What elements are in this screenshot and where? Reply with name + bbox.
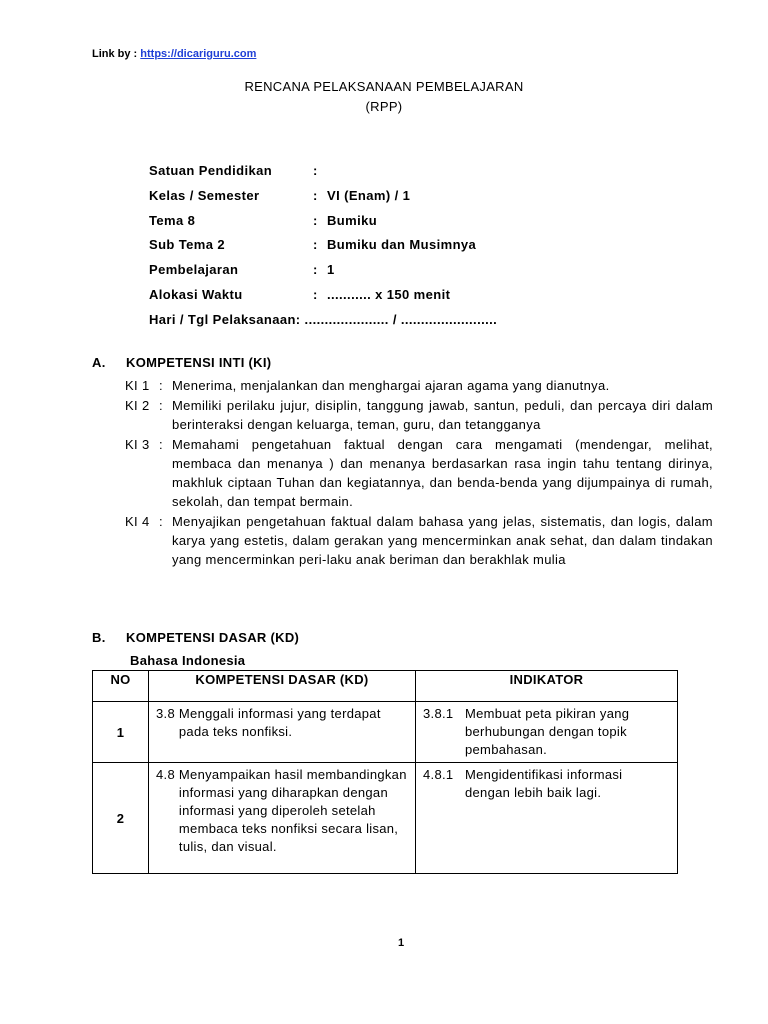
identity-row-kelas <box>149 188 497 213</box>
identity-value: ..................... / ........................ <box>300 311 498 327</box>
indikator-number: 3.8.1 <box>423 706 454 721</box>
identity-colon: : <box>313 262 318 278</box>
identity-label: Kelas / Semester <box>149 187 260 203</box>
identity-label: Satuan Pendidikan <box>149 163 273 178</box>
identity-row-subtema <box>149 237 497 262</box>
ki-text: Menerima, menjalankan dan menghargai ajaran agama yang dianutnya. <box>172 378 610 393</box>
identity-colon: : <box>313 286 318 302</box>
cell-kd <box>149 702 416 763</box>
column-header-kd: KOMPETENSI DASAR (KD) <box>149 671 416 702</box>
ki-text: Memahami pengetahuan faktual dengan cara mengamati (mendengar, melihat, membaca dan menanya ) dan menanya berdasarkan rasa ingin tahu tentang dirinya, makhluk ciptaan Tuhan dan kegiatannya, dan benda-benda yang dijumpainya di rumah, sekolah, dan tempat bermain. <box>172 437 713 509</box>
table-row <box>93 702 678 763</box>
identity-value: Bumiku dan Musimnya <box>327 237 477 253</box>
subject-heading: Bahasa Indonesia <box>130 653 246 668</box>
ki-colon: : <box>159 398 163 413</box>
document-title: RENCANA PELAKSANAAN PEMBELAJARAN <box>244 79 524 94</box>
cell-indikator <box>416 763 678 874</box>
ki-code: KI 3 <box>125 437 150 452</box>
identity-colon: : <box>313 237 318 253</box>
identity-colon: : <box>313 187 318 203</box>
section-letter: B. <box>92 630 106 645</box>
indikator-text: Mengidentifikasi informasi dengan lebih baik lagi. <box>465 767 623 800</box>
list-item <box>125 512 713 569</box>
link-by-label: Link by : <box>92 48 141 60</box>
identity-value: Bumiku <box>327 212 378 228</box>
ki-code: KI 1 <box>125 378 150 393</box>
identity-value: ........... x 150 menit <box>327 286 451 302</box>
identity-label: Sub Tema 2 <box>149 237 226 253</box>
section-title: KOMPETENSI DASAR (KD) <box>126 630 300 645</box>
identity-colon: : <box>313 163 318 178</box>
identity-label: Pembelajaran <box>149 262 239 278</box>
identity-row-satuan <box>149 163 497 188</box>
kd-text: Menyampaikan hasil membandingkan informasi yang diharapkan dengan informasi yang diperoleh setelah membaca teks nonfiksi secara lisan, tulis, dan visual. <box>178 767 407 854</box>
cell-no: 1 <box>93 702 149 763</box>
identity-colon: : <box>313 212 318 228</box>
identity-label: Hari / Tgl Pelaksanaan: <box>149 311 301 327</box>
identity-value: VI (Enam) / 1 <box>327 187 411 203</box>
ki-colon: : <box>159 437 163 452</box>
identity-row-tema <box>149 213 497 238</box>
section-letter: A. <box>92 355 106 370</box>
table-header-row <box>93 671 678 702</box>
page-number: 1 <box>397 937 405 949</box>
indikator-text: Membuat peta pikiran yang berhubungan dengan topik pembahasan. <box>465 706 630 757</box>
list-item <box>125 435 713 511</box>
kd-number: 4.8 <box>156 767 175 782</box>
column-header-no: NO <box>93 671 149 702</box>
identity-row-hari <box>149 312 497 337</box>
identity-label: Alokasi Waktu <box>149 286 243 302</box>
ki-colon: : <box>159 514 163 529</box>
kd-table <box>92 670 678 874</box>
indikator-number: 4.8.1 <box>423 767 454 782</box>
ki-colon: : <box>159 378 163 393</box>
cell-kd <box>149 763 416 874</box>
identity-row-alokasi <box>149 287 497 312</box>
link-by <box>92 48 256 60</box>
kd-number: 3.8 <box>156 706 175 721</box>
ki-text: Memiliki perilaku jujur, disiplin, tanggung jawab, santun, peduli, dan percaya diri dalam berinteraksi dengan keluarga, teman, guru, dan tetangganya <box>172 398 713 432</box>
list-item <box>125 376 713 395</box>
list-item <box>125 396 713 434</box>
ki-list <box>125 376 713 570</box>
identity-value: 1 <box>327 262 335 278</box>
ki-text: Menyajikan pengetahuan faktual dalam bahasa yang jelas, sistematis, dan logis, dalam karya yang estetis, dalam gerakan yang mencerminkan anak sehat, dan dalam tindakan yang mencerminkan peri-laku anak beriman dan berakhlak mulia <box>172 514 713 567</box>
source-link[interactable]: https://dicariguru.com <box>140 48 257 60</box>
identity-row-pembelajaran <box>149 262 497 287</box>
cell-indikator <box>416 702 678 763</box>
section-title: KOMPETENSI INTI (KI) <box>126 355 272 370</box>
ki-code: KI 4 <box>125 514 150 529</box>
kd-text: Menggali informasi yang terdapat pada teks nonfiksi. <box>178 706 381 739</box>
column-header-indikator: INDIKATOR <box>416 671 678 702</box>
document-subtitle: (RPP) <box>365 99 403 114</box>
table-row <box>93 763 678 874</box>
ki-code: KI 2 <box>125 398 150 413</box>
identity-block <box>149 163 497 337</box>
identity-label: Tema 8 <box>149 212 196 228</box>
cell-no: 2 <box>93 763 149 874</box>
